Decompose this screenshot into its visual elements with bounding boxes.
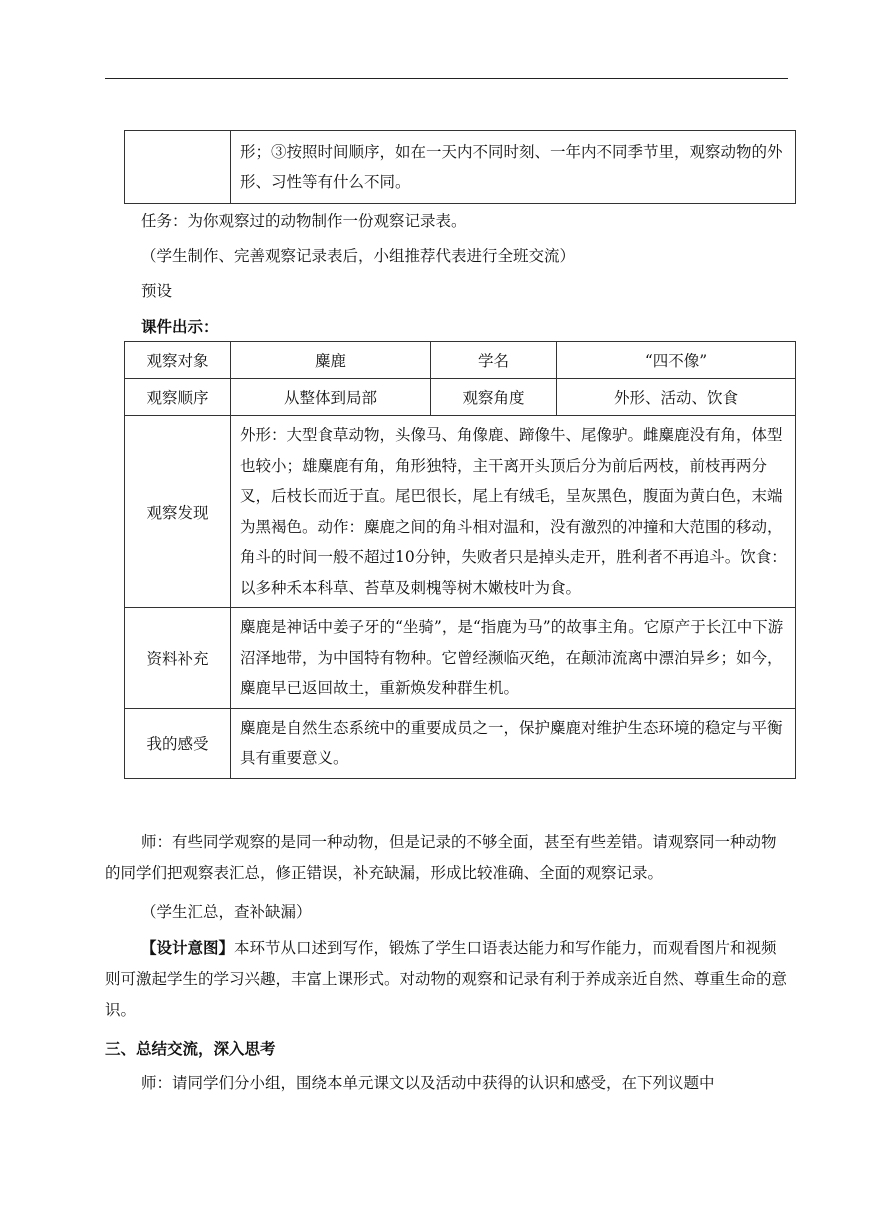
supplement-text: 麋鹿是神话中姜子牙的“坐骑”，是“指鹿为马”的故事主角。它原产于长江中下游沼泽地带，为中国特有物种。它曾经濒临灭绝，在颠沛流离中漂泊异乡；如今，麋鹿早已返回故土，重新焕发种群生机。 [231,608,796,709]
continued-table [124,130,796,204]
task-line: 任务：为你观察过的动物制作一份观察记录表。 [141,212,467,230]
table-row [125,416,796,608]
teacher-paragraph-1: 师：有些同学观察的是同一种动物，但是记录的不够全面，甚至有些差错。请观察同一种动物的同学们把观察表汇总，修正错误，补充缺漏，形成比较准确、全面的观察记录。 [105,833,777,882]
label-observe-order: 观察顺序 [125,379,231,416]
header-rule [105,78,788,79]
feeling-text: 麋鹿是自然生态系统中的重要成员之一，保护麋鹿对维护生态环境的稳定与平衡具有重要意义。 [231,708,796,778]
value-observe-order: 从整体到局部 [231,379,431,416]
value-observe-angle: 外形、活动、饮食 [557,379,796,416]
table-row [125,708,796,778]
preset-label: 预设 [141,282,173,300]
student-note: （学生汇总，查补缺漏） [141,903,312,921]
design-intent-text: 本环节从口述到写作，锻炼了学生口语表达能力和写作能力，而观看图片和视频则可激起学生的学习兴趣，丰富上课形式。对动物的观察和记录有利于养成亲近自然、尊重生命的意识。 [105,939,788,1019]
value-scientific-name: “四不像” [557,342,796,379]
table-row [125,342,796,379]
value-observe-object: 麋鹿 [231,342,431,379]
teacher-paragraph-2: 师：请同学们分小组，围绕本单元课文以及活动中获得的认识和感受，在下列议题中 [141,1074,715,1092]
continued-label-cell [125,131,231,204]
label-feeling: 我的感受 [125,708,231,778]
label-findings: 观察发现 [125,416,231,608]
courseware-label: 课件出示： [141,317,219,336]
note-line: （学生制作、完善观察记录表后，小组推荐代表进行全班交流） [141,247,576,265]
design-intent-paragraph [105,932,791,1026]
label-supplement: 资料补充 [125,608,231,709]
observation-table [124,341,796,779]
continued-text-cell: 形；③按照时间顺序，如在一天内不同时刻、一年内不同季节里，观察动物的外形、习性等有什么不同。 [231,131,796,204]
label-observe-object: 观察对象 [125,342,231,379]
section-heading-3: 三、总结交流，深入思考 [105,1039,276,1058]
label-observe-angle: 观察角度 [431,379,557,416]
findings-text: 外形：大型食草动物，头像马、角像鹿、蹄像牛、尾像驴。雌麋鹿没有角，体型也较小；雄麋鹿有角，角形独特，主干离开头顶后分为前后两枝，前枝再两分叉，后枝长而近于直。尾巴很长，尾上有绒毛，呈灰黑色，腹面为黄白色，末端为黑褐色。动作：麋鹿之间的角斗相对温和，没有激烈的冲撞和大范围的移动，角斗的时间一般不超过10分钟，失败者只是掉头走开，胜利者不再追斗。饮食：以多种禾本科草、苔草及刺槐等树木嫩枝叶为食。 [231,416,796,608]
table-row [125,608,796,709]
label-scientific-name: 学名 [431,342,557,379]
design-intent-label: 【设计意图】 [141,938,235,957]
table-row [125,379,796,416]
